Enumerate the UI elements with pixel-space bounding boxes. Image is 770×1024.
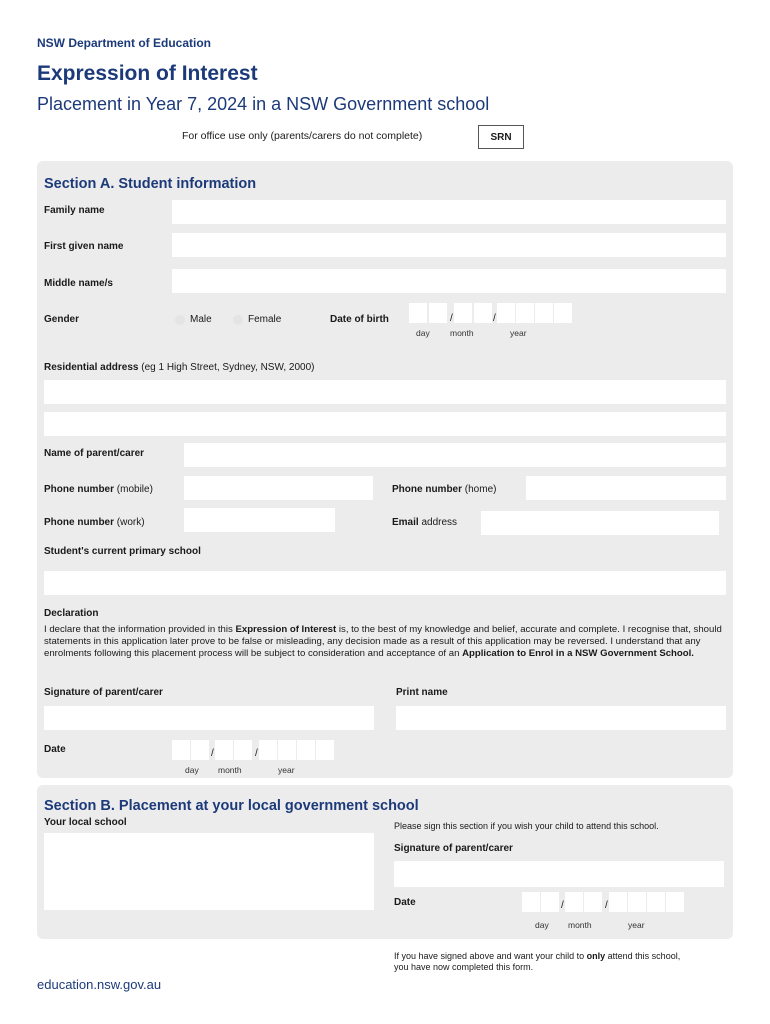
dob-slash-1: / [450, 313, 453, 324]
dob-month-box-2[interactable] [474, 303, 492, 323]
section-b-title: Section B. Placement at your local government school [44, 798, 419, 814]
first-given-name-label: First given name [44, 241, 124, 252]
section-a-title: Section A. Student information [44, 176, 257, 192]
completion-note-bold: only [586, 951, 606, 961]
print-name-input[interactable] [396, 706, 726, 730]
dob-day-caption: day [416, 328, 430, 338]
dob-day-box-2[interactable] [429, 303, 447, 323]
b-date-year-box-3[interactable] [647, 892, 665, 912]
dob-year-box-1[interactable] [497, 303, 515, 323]
dob-year-box-4[interactable] [554, 303, 572, 323]
date-month-box-2[interactable] [234, 740, 252, 760]
dob-day-box-1[interactable] [409, 303, 427, 323]
primary-school-label: Student's current primary school [44, 546, 201, 557]
date-day-caption: day [185, 765, 199, 775]
dob-slash-2: / [493, 313, 496, 324]
sign-note: Please sign this section if you wish your child to attend this school. [394, 821, 659, 831]
declaration-text [44, 624, 726, 660]
signature-input[interactable] [44, 706, 374, 730]
declaration-text-1: I declare that the information provided in this [44, 624, 236, 635]
declaration-bold-2: Application to Enrol in a NSW Government School. [462, 648, 694, 659]
date-label: Date [44, 744, 66, 755]
b-date-day-caption: day [535, 920, 549, 930]
phone-work-bold: Phone number [44, 517, 115, 528]
dob-year-caption: year [510, 328, 527, 338]
family-name-input[interactable] [172, 200, 726, 224]
email-label-rest: address [418, 517, 458, 528]
parent-name-input[interactable] [184, 443, 726, 467]
date-year-box-2[interactable] [278, 740, 296, 760]
phone-home-suffix: (home) [462, 484, 497, 495]
gender-label: Gender [44, 314, 80, 325]
completion-note [394, 951, 694, 973]
middle-names-input[interactable] [172, 269, 726, 293]
email-input[interactable] [481, 511, 719, 535]
date-year-box-4[interactable] [316, 740, 334, 760]
date-day-box-2[interactable] [191, 740, 209, 760]
phone-work-input[interactable] [184, 508, 335, 532]
female-label: Female [248, 314, 282, 325]
b-date-month-box-1[interactable] [565, 892, 583, 912]
phone-mobile-input[interactable] [184, 476, 373, 500]
address-input-line-2[interactable] [44, 412, 726, 436]
dob-label: Date of birth [330, 314, 389, 325]
dob-month-box-1[interactable] [454, 303, 472, 323]
page-subtitle: Placement in Year 7, 2024 in a NSW Government school [37, 94, 490, 114]
b-date-slash-1: / [561, 900, 564, 911]
phone-mobile-suffix: (mobile) [114, 484, 153, 495]
b-date-slash-2: / [605, 900, 608, 911]
declaration-title: Declaration [44, 608, 99, 619]
completion-note-1: If you have signed above and want your child to [394, 951, 587, 961]
date-month-box-1[interactable] [215, 740, 233, 760]
phone-mobile-label [44, 484, 153, 495]
female-radio[interactable] [233, 315, 243, 325]
b-date-year-box-2[interactable] [628, 892, 646, 912]
phone-home-label [392, 484, 496, 495]
dob-year-box-3[interactable] [535, 303, 553, 323]
declaration-text-2: is, to the best of my knowledge and belief, accurate and complete. I recognise that, should statements in this application later prove to be false or misleading, any decision made as a result of this application may be reversed. I understand that any enrolments following this placement process will be subject to consideration and acceptance of an [44, 624, 722, 659]
declaration-bold-1: Expression of Interest [235, 624, 337, 635]
print-name-label: Print name [396, 687, 448, 698]
male-radio[interactable] [175, 315, 185, 325]
date-slash-1: / [211, 748, 214, 759]
phone-home-bold: Phone number [392, 484, 463, 495]
phone-home-input[interactable] [526, 476, 726, 500]
section-b-signature-label: Signature of parent/carer [394, 843, 513, 854]
email-label-bold: Email [392, 517, 419, 528]
phone-mobile-bold: Phone number [44, 484, 115, 495]
b-date-year-box-4[interactable] [666, 892, 684, 912]
date-slash-2: / [255, 748, 258, 759]
b-date-year-box-1[interactable] [609, 892, 627, 912]
b-date-day-box-1[interactable] [522, 892, 540, 912]
address-hint: (eg 1 High Street, Sydney, NSW, 2000) [138, 362, 315, 373]
parent-name-label: Name of parent/carer [44, 448, 145, 459]
local-school-label: Your local school [44, 817, 127, 828]
middle-names-label: Middle name/s [44, 278, 113, 289]
date-year-box-3[interactable] [297, 740, 315, 760]
phone-work-suffix: (work) [114, 517, 145, 528]
department-name: NSW Department of Education [37, 36, 212, 50]
address-label [44, 362, 315, 373]
address-label-bold: Residential address [44, 362, 139, 373]
phone-work-label [44, 517, 145, 528]
page-title: Expression of Interest [37, 62, 258, 85]
primary-school-input[interactable] [44, 571, 726, 595]
date-year-caption: year [278, 765, 295, 775]
email-label [392, 517, 457, 528]
signature-label: Signature of parent/carer [44, 687, 163, 698]
date-month-caption: month [218, 765, 242, 775]
local-school-input[interactable] [44, 833, 374, 910]
office-use-note: For office use only (parents/carers do not complete) [182, 130, 423, 142]
date-year-box-1[interactable] [259, 740, 277, 760]
section-b-signature-input[interactable] [394, 861, 724, 887]
b-date-day-box-2[interactable] [541, 892, 559, 912]
male-label: Male [190, 314, 212, 325]
completion-note-2: attend this school, you have now completed this form. [394, 951, 681, 972]
b-date-month-box-2[interactable] [584, 892, 602, 912]
first-given-name-input[interactable] [172, 233, 726, 257]
dob-month-caption: month [450, 328, 474, 338]
b-date-month-caption: month [568, 920, 592, 930]
srn-box: SRN [478, 125, 524, 149]
website-link[interactable]: education.nsw.gov.au [37, 977, 162, 992]
dob-year-box-2[interactable] [516, 303, 534, 323]
address-input-line-1[interactable] [44, 380, 726, 404]
b-date-year-caption: year [628, 920, 645, 930]
family-name-label: Family name [44, 205, 105, 216]
section-b-date-label: Date [394, 897, 416, 908]
date-day-box-1[interactable] [172, 740, 190, 760]
